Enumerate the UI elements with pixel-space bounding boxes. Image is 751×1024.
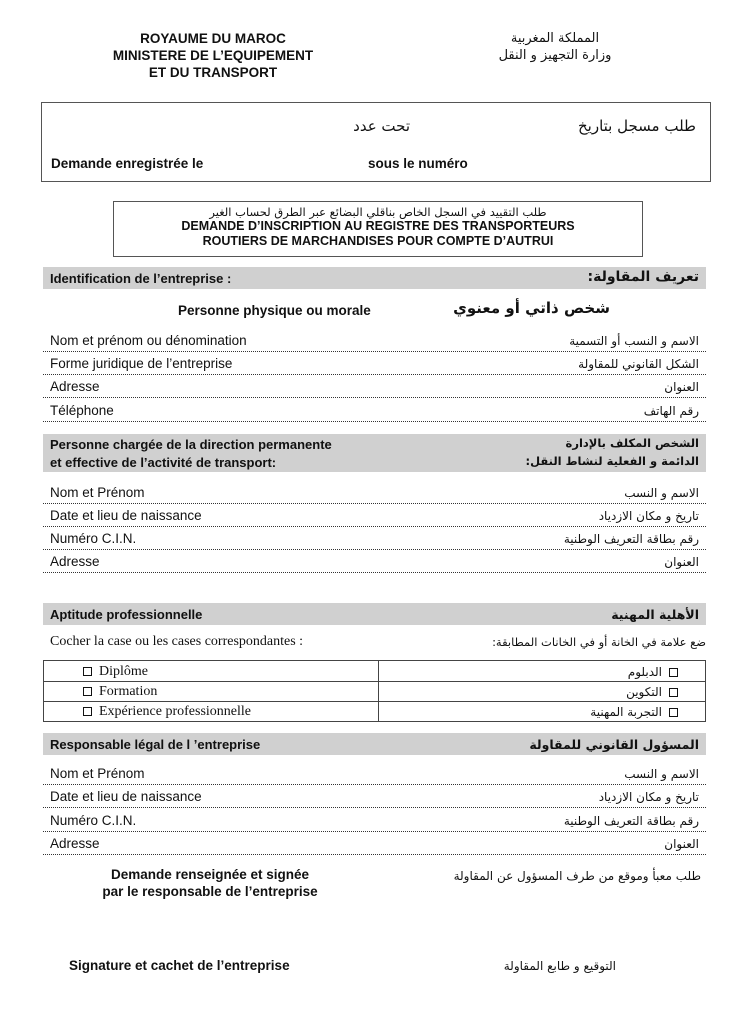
registration-box <box>41 102 711 182</box>
option-label-fr: Formation <box>99 684 158 699</box>
identification-heading-fr: Identification de l’entreprise : <box>50 271 232 286</box>
field-label-ar: رقم بطاقة التعريف الوطنية <box>563 814 699 828</box>
field-label-fr: Nom et Prénom <box>50 766 145 781</box>
option-formation[interactable] <box>76 684 157 700</box>
field-row[interactable] <box>43 762 706 785</box>
field-label-ar: العنوان <box>664 555 699 569</box>
signature-label-ar: التوقيع و طابع المقاولة <box>503 959 616 973</box>
direction-heading-ar-1: الشخص المكلف بالإدارة <box>565 436 699 450</box>
legal-heading <box>43 733 706 755</box>
checkbox-icon[interactable] <box>669 688 678 697</box>
field-label-ar: الشكل القانوني للمقاولة <box>578 357 699 371</box>
aptitude-instruction-fr: Cocher la case ou les cases correspondantes : <box>50 634 304 649</box>
field-row[interactable] <box>43 329 706 352</box>
field-label-fr: Numéro C.I.N. <box>50 813 137 828</box>
aptitude-checklist <box>43 660 706 722</box>
footer-fr-line2: par le responsable de l’entreprise <box>102 884 318 899</box>
field-row[interactable] <box>43 832 706 855</box>
direction-heading <box>43 434 706 472</box>
field-row[interactable] <box>43 785 706 808</box>
legal-heading-fr: Responsable légal de l ’entreprise <box>50 737 261 752</box>
field-label-fr: Téléphone <box>50 403 114 418</box>
header-french <box>78 30 348 81</box>
aptitude-instruction-ar: ضع علامة في الخانة أو في الخانات المطابقة: <box>492 635 706 649</box>
registration-number-fr: sous le numéro <box>368 156 468 171</box>
field-row[interactable] <box>43 550 706 573</box>
title-ar: طلب التقييد في السجل الخاص بناقلي البضائع عبر الطرق لحساب الغير <box>209 205 547 219</box>
field-label-fr: Nom et prénom ou dénomination <box>50 333 247 348</box>
signature-label-fr: Signature et cachet de l’entreprise <box>69 958 290 973</box>
title-fr-2: ROUTIERS DE MARCHANDISES POUR COMPTE D’AUTRUI <box>202 234 554 248</box>
kingdom-label: ROYAUME DU MAROC <box>140 31 286 46</box>
ministry-label: MINISTERE DE L’EQUIPEMENT <box>112 48 314 63</box>
option-experience[interactable] <box>76 704 251 720</box>
option-label-fr: Diplôme <box>99 664 148 679</box>
ministry-label-ar: وزارة التجهيز و النقل <box>498 48 612 63</box>
option-label-ar: التجربة المهنية <box>590 705 662 719</box>
field-label-ar: رقم بطاقة التعريف الوطنية <box>563 532 699 546</box>
title-fr-1: DEMANDE D’INSCRIPTION AU REGISTRE DES TRANSPORTEURS <box>181 219 575 233</box>
field-label-fr: Date et lieu de naissance <box>50 508 202 523</box>
direction-heading-ar-2: الدائمة و الفعلية لنشاط النقل: <box>525 454 699 468</box>
field-label-fr: Adresse <box>50 379 100 394</box>
option-experience-ar[interactable] <box>590 705 685 719</box>
registration-number-ar: تحت عدد <box>353 117 410 135</box>
ministry-label-2: ET DU TRANSPORT <box>148 65 278 80</box>
field-label-fr: Adresse <box>50 836 100 851</box>
checkbox-icon[interactable] <box>83 707 92 716</box>
field-label-ar: الاسم و النسب <box>624 486 699 500</box>
field-label-ar: تاريخ و مكان الازدياد <box>598 790 699 804</box>
option-label-fr: Expérience professionnelle <box>99 704 251 719</box>
field-label-fr: Forme juridique de l’entreprise <box>50 356 233 371</box>
document-title <box>113 201 643 257</box>
field-row[interactable] <box>43 399 706 422</box>
row-divider <box>44 681 705 682</box>
checkbox-icon[interactable] <box>669 668 678 677</box>
registration-date-ar: طلب مسجل بتاريخ <box>577 117 696 135</box>
checkbox-icon[interactable] <box>83 667 92 676</box>
field-label-fr: Nom et Prénom <box>50 485 145 500</box>
identification-heading-ar: تعريف المقاولة: <box>587 269 699 285</box>
kingdom-label-ar: المملكة المغربية <box>510 31 600 46</box>
field-row[interactable] <box>43 481 706 504</box>
field-row[interactable] <box>43 352 706 375</box>
aptitude-heading-fr: Aptitude professionnelle <box>50 607 203 622</box>
field-row[interactable] <box>43 375 706 398</box>
field-row[interactable] <box>43 809 706 832</box>
field-label-ar: تاريخ و مكان الازدياد <box>598 509 699 523</box>
field-label-fr: Numéro C.I.N. <box>50 531 137 546</box>
field-label-ar: رقم الهاتف <box>643 404 699 418</box>
footer-declaration-fr <box>60 866 360 900</box>
field-label-ar: الاسم و النسب أو التسمية <box>569 334 699 348</box>
identification-heading <box>43 267 706 289</box>
field-row[interactable] <box>43 527 706 550</box>
checkbox-icon[interactable] <box>669 708 678 717</box>
row-divider <box>44 701 705 702</box>
field-label-fr: Adresse <box>50 554 100 569</box>
option-formation-ar[interactable] <box>626 685 685 699</box>
header-arabic <box>455 30 655 64</box>
option-diplome[interactable] <box>76 664 148 680</box>
person-type-fr: Personne physique ou morale <box>178 303 371 318</box>
aptitude-heading <box>43 603 706 625</box>
registration-date-fr: Demande enregistrée le <box>51 156 204 171</box>
field-label-ar: الاسم و النسب <box>624 767 699 781</box>
person-type-ar: شخص ذاتي أو معنوي <box>453 299 610 317</box>
footer-fr-line1: Demande renseignée et signée <box>110 867 310 882</box>
footer-declaration-ar: طلب معبأ وموقع من طرف المسؤول عن المقاولة <box>453 869 701 883</box>
direction-heading-fr-1: Personne chargée de la direction permanente <box>50 437 332 452</box>
direction-heading-fr-2: et effective de l’activité de transport: <box>50 455 277 470</box>
checkbox-icon[interactable] <box>83 687 92 696</box>
option-diplome-ar[interactable] <box>628 665 685 679</box>
aptitude-heading-ar: الأهلية المهنية <box>611 607 699 622</box>
field-label-fr: Date et lieu de naissance <box>50 789 202 804</box>
option-label-ar: الدبلوم <box>627 665 662 679</box>
option-label-ar: التكوين <box>626 685 662 699</box>
field-label-ar: العنوان <box>664 837 699 851</box>
column-divider <box>378 661 379 721</box>
field-row[interactable] <box>43 504 706 527</box>
legal-heading-ar: المسؤول القانوني للمقاولة <box>529 737 699 752</box>
field-label-ar: العنوان <box>664 380 699 394</box>
